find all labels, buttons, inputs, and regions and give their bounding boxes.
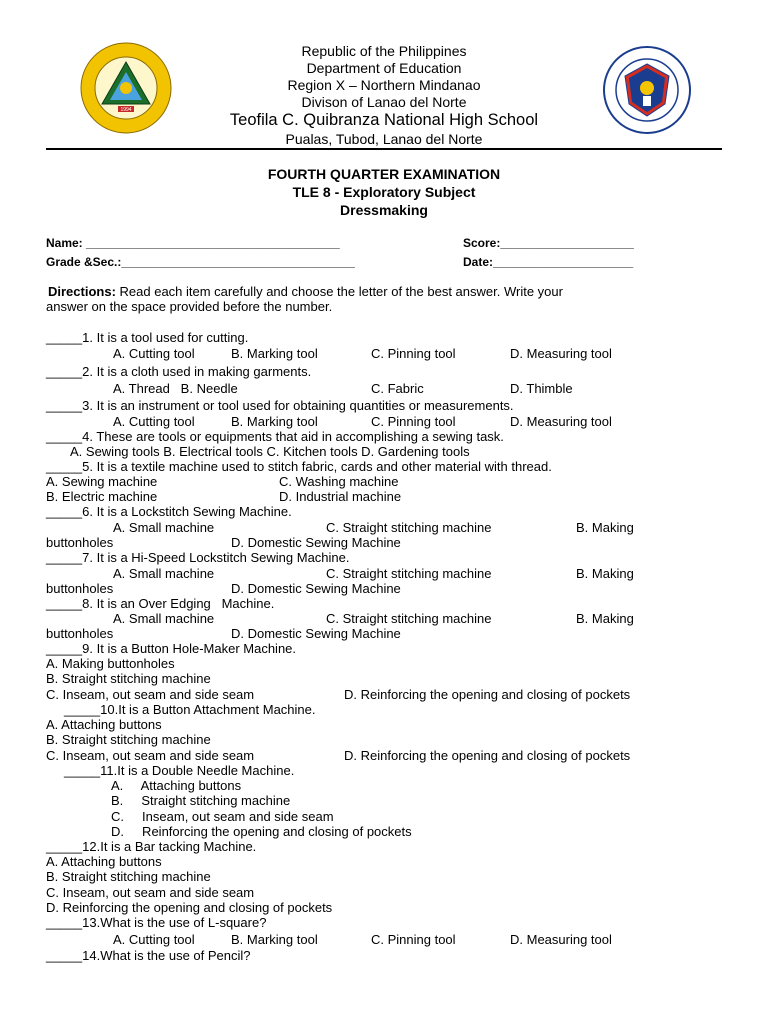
q11-choice-b: B. Straight stitching machine (111, 793, 291, 808)
school-address: Pualas, Tubod, Lanao del Norte (285, 131, 483, 147)
q6-choice-c: C. Straight stitching machine (326, 520, 492, 535)
question-14: _____14.What is the use of Pencil? (46, 948, 251, 963)
question-10: _____10.It is a Button Attachment Machine. (64, 702, 316, 717)
q13-choice-d: D. Measuring tool (510, 932, 612, 947)
q12-choice-a: A. Attaching buttons (46, 854, 162, 869)
q5-choice-c: C. Washing machine (279, 474, 399, 489)
q11-choice-a: A. Attaching buttons (111, 778, 242, 793)
q6-choice-a: A. Small machine (113, 520, 215, 535)
question-13: _____13.What is the use of L-square? (46, 915, 267, 930)
score-field[interactable]: Score:____________________ (463, 236, 634, 250)
question-8: _____8. It is an Over Edging Machine. (46, 596, 275, 611)
question-4: _____4. These are tools or equipments that aid in accomplishing a sewing task. (46, 429, 504, 444)
question-11: _____11.It is a Double Needle Machine. (64, 763, 295, 778)
school-name: Teofila C. Quibranza National High School (229, 111, 539, 129)
name-field[interactable]: Name: ______________________________________ (46, 236, 340, 250)
q7-choice-b: B. Making (576, 566, 634, 581)
q11-choice-c: C. Inseam, out seam and side seam (111, 809, 334, 824)
question-1: _____1. It is a tool used for cutting. (46, 330, 249, 345)
q13-choice-a: A. Cutting tool (113, 932, 195, 947)
exam-subject: TLE 8 - Exploratory Subject (292, 184, 476, 200)
directions-text: Read each item carefully and choose the letter of the best answer. Write your (115, 284, 563, 299)
question-5: _____5. It is a textile machine used to stitch fabric, cards and other material with thread. (46, 459, 552, 474)
question-7: _____7. It is a Hi-Speed Lockstitch Sewing Machine. (46, 550, 350, 565)
q8-choice-b-cont: buttonholes (46, 626, 114, 641)
directions (48, 284, 563, 299)
q3-choice-a: A. Cutting tool (113, 414, 195, 429)
exam-topic: Dressmaking (340, 202, 428, 218)
q12-choice-b: B. Straight stitching machine (46, 869, 211, 884)
q1-choice-d: D. Measuring tool (510, 346, 612, 361)
grade-section-field[interactable]: Grade &Sec.:___________________________________ (46, 255, 355, 269)
q7-choice-c: C. Straight stitching machine (326, 566, 492, 581)
q2-choice-d: D. Thimble (510, 381, 573, 396)
q2-choice-c: C. Fabric (371, 381, 424, 396)
question-3: _____3. It is an instrument or tool used for obtaining quantities or measurements. (46, 398, 514, 413)
q5-choice-d: D. Industrial machine (279, 489, 402, 504)
q4-choices: A. Sewing tools B. Electrical tools C. Kitchen tools D. Gardening tools (70, 444, 470, 459)
q9-choice-b: B. Straight stitching machine (46, 671, 211, 686)
date-field[interactable]: Date:_____________________ (463, 255, 634, 269)
q12-choice-c: C. Inseam, out seam and side seam (46, 885, 255, 900)
q2-choice-ab: A. Thread B. Needle (113, 381, 238, 396)
q8-choice-c: C. Straight stitching machine (326, 611, 492, 626)
q7-choice-a: A. Small machine (113, 566, 215, 581)
header-line-division: Divison of Lanao del Norte (301, 94, 467, 110)
question-9: _____9. It is a Button Hole-Maker Machine. (46, 641, 297, 656)
q9-choice-c: C. Inseam, out seam and side seam (46, 687, 255, 702)
header-line-department: Department of Education (306, 60, 462, 76)
q1-choice-b: B. Marking tool (231, 346, 318, 361)
q9-choice-a: A. Making buttonholes (46, 656, 175, 671)
directions-label: Directions: (48, 284, 116, 299)
q6-choice-b: B. Making (576, 520, 634, 535)
q8-choice-b: B. Making (576, 611, 634, 626)
q10-choice-a: A. Attaching buttons (46, 717, 162, 732)
q6-choice-d: D. Domestic Sewing Machine (231, 535, 401, 550)
q6-choice-b-cont: buttonholes (46, 535, 114, 550)
q3-choice-c: C. Pinning tool (371, 414, 456, 429)
q8-choice-d: D. Domestic Sewing Machine (231, 626, 401, 641)
q7-choice-b-cont: buttonholes (46, 581, 114, 596)
q5-choice-a: A. Sewing machine (46, 474, 158, 489)
q8-choice-a: A. Small machine (113, 611, 215, 626)
header-line-republic: Republic of the Philippines (301, 43, 467, 59)
q7-choice-d: D. Domestic Sewing Machine (231, 581, 401, 596)
q13-choice-b: B. Marking tool (231, 932, 318, 947)
header-line-region: Region X – Northern Mindanao (287, 77, 481, 93)
q10-choice-d: D. Reinforcing the opening and closing of pockets (344, 748, 631, 763)
svg-text:1994: 1994 (120, 107, 132, 113)
question-12: _____12.It is a Bar tacking Machine. (46, 839, 257, 854)
q3-choice-b: B. Marking tool (231, 414, 318, 429)
question-6: _____6. It is a Lockstitch Sewing Machine. (46, 504, 292, 519)
q1-choice-c: C. Pinning tool (371, 346, 456, 361)
q10-choice-c: C. Inseam, out seam and side seam (46, 748, 255, 763)
q12-choice-d: D. Reinforcing the opening and closing of pockets (46, 900, 333, 915)
q9-choice-d: D. Reinforcing the opening and closing of pockets (344, 687, 631, 702)
q10-choice-b: B. Straight stitching machine (46, 732, 211, 747)
q11-choice-d: D. Reinforcing the opening and closing of pockets (111, 824, 412, 839)
directions-text-2: answer on the space provided before the number. (46, 299, 333, 314)
q1-choice-a: A. Cutting tool (113, 346, 195, 361)
exam-title: FOURTH QUARTER EXAMINATION (267, 166, 501, 182)
q13-choice-c: C. Pinning tool (371, 932, 456, 947)
q3-choice-d: D. Measuring tool (510, 414, 612, 429)
question-2: _____2. It is a cloth used in making garments. (46, 364, 312, 379)
header-divider (46, 148, 722, 150)
q5-choice-b: B. Electric machine (46, 489, 158, 504)
